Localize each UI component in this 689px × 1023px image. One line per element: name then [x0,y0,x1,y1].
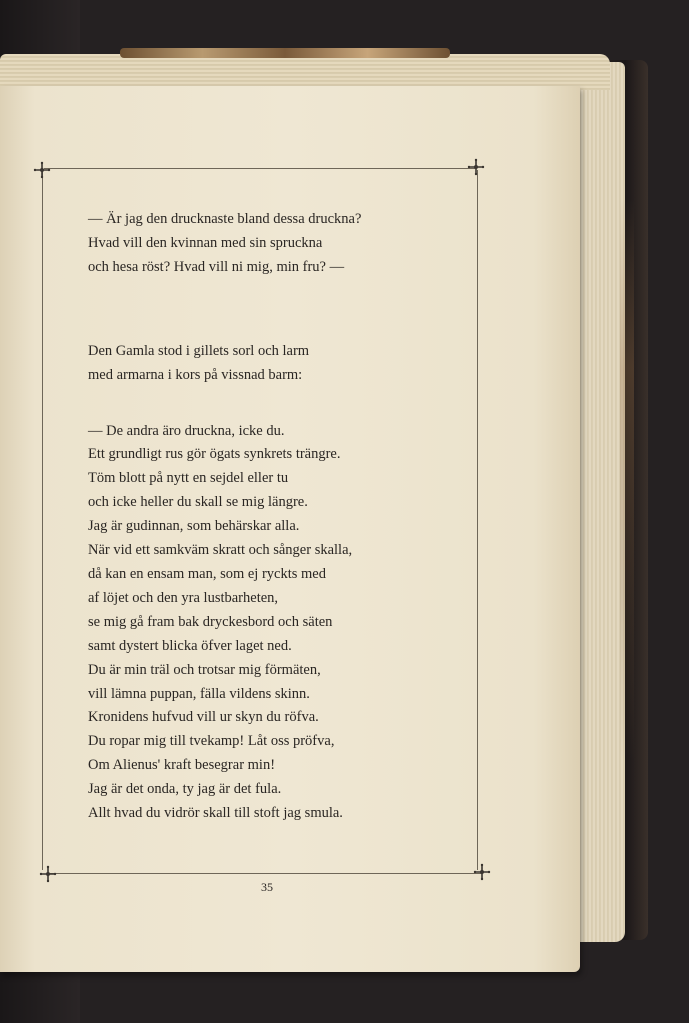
poem-line: — Är jag den drucknaste bland dessa druckna? [88,211,362,227]
poem-line: Allt hvad du vidrör skall till stoft jag smula. [88,805,343,822]
top-page-edges [0,54,610,90]
poem-line: samt dystert blicka öfver laget ned. [88,637,292,654]
poem-line: När vid ett samkväm skratt och sånger skalla, [88,542,353,559]
page-number: 35 [261,880,273,894]
poem-line: Töm blott på nytt en sejdel eller tu [88,470,289,487]
poem-line: Du är min träl och trotsar mig förmäten, [88,661,321,678]
stanza [88,420,468,826]
poem-line: Den Gamla stod i gillets sorl och larm [88,342,310,359]
cover-stain [620,200,634,760]
frame-bottom-line [48,873,482,874]
stanza [88,340,468,388]
poem-line: Kronidens hufvud vill ur skyn du röfva. [88,709,319,726]
poem-line: Om Alienus' kraft besegrar min! [88,757,276,774]
poem-line: — De andra äro druckna, icke du. [88,422,285,439]
poem-line: se mig gå fram bak dryckesbord och säten [88,613,333,630]
poem-line: med armarna i kors på vissnad barm: [88,366,303,383]
poem-line: Jag är gudinnan, som behärskar alla. [88,518,300,535]
poem-line: af löjet och den yra lustbarheten, [88,589,279,606]
poem-line: vill lämna puppan, fälla vildens skinn. [88,685,310,702]
poem-line: Ett grundligt rus gör ögats synkrets trängre. [88,446,341,463]
poem-line: Hvad vill den kvinnan med sin spruckna [88,234,323,251]
corner-ornament-icon [38,864,58,884]
frame-top-line [44,168,476,169]
corner-ornament-icon [466,157,486,177]
frame-right-line [477,170,478,870]
poem-line: då kan en ensam man, som ej ryckts med [88,565,326,582]
poem-line: och hesa röst? Hvad vill ni mig, min fru? — [88,258,345,275]
corner-ornament-icon [32,160,52,180]
corner-ornament-icon [472,862,492,882]
poem-line: Jag är det onda, ty jag är det fula. [88,781,282,798]
poem-line: Du ropar mig till tvekamp! Låt oss pröfva, [88,733,335,750]
headband [120,48,450,58]
stanza [88,208,468,280]
poem-line: och icke heller du skall se mig längre. [88,494,308,511]
frame-left-line [42,170,43,870]
poem-text [88,208,468,826]
